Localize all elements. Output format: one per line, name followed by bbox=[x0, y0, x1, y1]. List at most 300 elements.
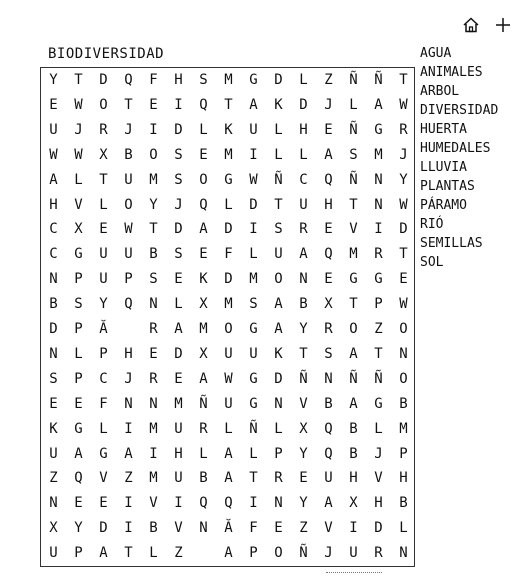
grid-cell[interactable]: Q bbox=[124, 72, 133, 88]
grid-cell[interactable]: V bbox=[149, 495, 158, 512]
grid-cell[interactable]: Ă bbox=[224, 520, 233, 537]
grid-cell[interactable]: T bbox=[274, 196, 283, 213]
grid-cell[interactable]: G bbox=[374, 271, 383, 288]
grid-cell[interactable]: T bbox=[124, 545, 133, 562]
grid-cell[interactable]: X bbox=[49, 520, 58, 537]
grid-cell[interactable]: F bbox=[224, 246, 233, 263]
grid-cell[interactable]: V bbox=[374, 470, 383, 487]
add-button[interactable] bbox=[492, 14, 514, 36]
grid-cell[interactable]: L bbox=[224, 420, 233, 437]
grid-cell[interactable]: Q bbox=[199, 495, 208, 512]
grid-cell[interactable]: Ñ bbox=[299, 545, 308, 562]
grid-cell[interactable]: M bbox=[199, 321, 208, 337]
grid-cell[interactable]: O bbox=[274, 545, 283, 562]
grid-cell[interactable]: D bbox=[274, 370, 283, 387]
grid-cell[interactable]: G bbox=[99, 445, 108, 462]
grid-cell[interactable]: T bbox=[349, 296, 358, 313]
grid-cell[interactable]: C bbox=[299, 171, 308, 188]
grid-cell[interactable]: M bbox=[224, 72, 233, 88]
grid-cell[interactable]: L bbox=[199, 445, 208, 462]
grid-cell[interactable]: E bbox=[174, 370, 183, 387]
grid-cell[interactable]: T bbox=[374, 345, 383, 362]
grid-cell[interactable]: G bbox=[74, 246, 83, 263]
grid-cell[interactable]: D bbox=[399, 221, 408, 238]
grid-cell[interactable]: D bbox=[99, 520, 108, 537]
grid-cell[interactable]: R bbox=[99, 121, 108, 138]
grid-cell[interactable]: O bbox=[274, 271, 283, 288]
grid-cell[interactable]: U bbox=[274, 246, 283, 263]
grid-cell[interactable]: E bbox=[399, 271, 408, 288]
grid-cell[interactable]: Ñ bbox=[349, 121, 358, 138]
grid-cell[interactable]: T bbox=[149, 221, 158, 238]
grid-cell[interactable]: Ñ bbox=[374, 370, 383, 387]
grid-cell[interactable]: Q bbox=[199, 196, 208, 213]
grid-cell[interactable]: U bbox=[174, 420, 183, 437]
grid-cell[interactable]: P bbox=[399, 445, 408, 462]
grid-cell[interactable]: I bbox=[349, 520, 358, 537]
grid-cell[interactable]: R bbox=[374, 545, 383, 562]
grid-cell[interactable]: D bbox=[224, 221, 233, 238]
grid-cell[interactable]: T bbox=[124, 96, 133, 113]
grid-cell[interactable]: U bbox=[324, 470, 333, 487]
grid-cell[interactable]: O bbox=[224, 321, 233, 337]
grid-cell[interactable]: N bbox=[124, 395, 133, 412]
grid-cell[interactable]: Ă bbox=[99, 321, 108, 337]
grid-cell[interactable]: B bbox=[124, 146, 133, 163]
grid-cell[interactable]: I bbox=[124, 520, 133, 537]
grid-cell[interactable]: G bbox=[374, 121, 383, 138]
grid-cell[interactable]: B bbox=[149, 246, 158, 263]
grid-cell[interactable]: U bbox=[349, 545, 358, 562]
grid-cell[interactable]: G bbox=[249, 370, 258, 387]
grid-cell[interactable]: E bbox=[149, 345, 158, 362]
grid-cell[interactable]: L bbox=[299, 146, 308, 163]
grid-cell[interactable]: C bbox=[49, 246, 58, 263]
grid-cell[interactable]: L bbox=[224, 196, 233, 213]
grid-cell[interactable]: E bbox=[199, 246, 208, 263]
grid-cell[interactable]: L bbox=[399, 520, 408, 537]
grid-cell[interactable]: G bbox=[249, 395, 258, 412]
grid-cell[interactable]: Z bbox=[49, 470, 58, 487]
grid-cell[interactable]: C bbox=[99, 370, 108, 387]
grid-cell[interactable]: X bbox=[349, 495, 358, 512]
grid-cell[interactable]: L bbox=[99, 196, 108, 213]
grid-cell[interactable]: E bbox=[274, 520, 283, 537]
grid-cell[interactable]: X bbox=[299, 420, 308, 437]
grid-cell[interactable]: T bbox=[224, 96, 233, 113]
grid-cell[interactable]: N bbox=[149, 395, 158, 412]
grid-cell[interactable]: Y bbox=[299, 495, 308, 512]
grid-cell[interactable]: V bbox=[174, 520, 183, 537]
grid-cell[interactable]: Q bbox=[324, 420, 333, 437]
grid-cell[interactable]: I bbox=[374, 221, 383, 238]
grid-cell[interactable]: A bbox=[74, 445, 83, 462]
grid-cell[interactable]: S bbox=[249, 296, 258, 313]
grid-cell[interactable]: U bbox=[49, 545, 58, 562]
grid-cell[interactable]: N bbox=[399, 545, 408, 562]
grid-cell[interactable]: B bbox=[349, 420, 358, 437]
grid-cell[interactable]: U bbox=[99, 246, 108, 263]
grid-cell[interactable]: K bbox=[274, 96, 283, 113]
grid-cell[interactable]: B bbox=[349, 445, 358, 462]
grid-cell[interactable]: J bbox=[124, 121, 133, 138]
grid-cell[interactable]: Ñ bbox=[249, 420, 258, 437]
grid-cell[interactable]: W bbox=[249, 171, 258, 188]
grid-cell[interactable]: J bbox=[399, 146, 408, 163]
grid-cell[interactable]: M bbox=[149, 470, 158, 487]
grid-cell[interactable]: Q bbox=[324, 171, 333, 188]
grid-cell[interactable]: H bbox=[324, 196, 333, 213]
grid-cell[interactable]: L bbox=[74, 171, 83, 188]
grid-cell[interactable]: Ñ bbox=[274, 171, 283, 188]
grid-cell[interactable]: B bbox=[399, 395, 408, 412]
grid-cell[interactable]: M bbox=[174, 395, 183, 412]
grid-cell[interactable]: D bbox=[99, 72, 108, 88]
grid-cell[interactable]: N bbox=[149, 296, 158, 313]
grid-cell[interactable]: C bbox=[49, 221, 58, 238]
grid-cell[interactable]: E bbox=[299, 470, 308, 487]
grid-cell[interactable]: U bbox=[224, 345, 233, 362]
grid-cell[interactable]: S bbox=[274, 221, 283, 238]
grid-cell[interactable]: L bbox=[249, 246, 258, 263]
grid-cell[interactable]: N bbox=[299, 271, 308, 288]
grid-cell[interactable]: N bbox=[399, 345, 408, 362]
grid-cell[interactable]: A bbox=[324, 146, 333, 163]
grid-cell[interactable]: W bbox=[399, 96, 408, 113]
grid-cell[interactable]: N bbox=[324, 370, 333, 387]
grid-cell[interactable]: H bbox=[49, 196, 58, 213]
grid-cell[interactable]: U bbox=[299, 196, 308, 213]
grid-cell[interactable]: A bbox=[249, 96, 258, 113]
grid-cell[interactable]: P bbox=[124, 271, 133, 288]
grid-cell[interactable]: J bbox=[374, 445, 383, 462]
grid-cell[interactable]: D bbox=[174, 345, 183, 362]
grid-cell[interactable]: Ñ bbox=[199, 395, 208, 412]
grid-cell[interactable]: M bbox=[149, 420, 158, 437]
grid-cell[interactable]: S bbox=[174, 146, 183, 163]
grid-cell[interactable]: A bbox=[199, 370, 208, 387]
grid-cell[interactable]: V bbox=[299, 395, 308, 412]
grid-cell[interactable]: L bbox=[249, 445, 258, 462]
grid-cell[interactable]: S bbox=[49, 370, 58, 387]
grid-cell[interactable]: L bbox=[299, 72, 308, 88]
grid-cell[interactable]: A bbox=[224, 545, 233, 562]
grid-cell[interactable]: J bbox=[324, 545, 333, 562]
grid-cell[interactable]: W bbox=[399, 196, 408, 213]
grid-cell[interactable]: Q bbox=[324, 445, 333, 462]
grid-cell[interactable]: G bbox=[374, 395, 383, 412]
grid-cell[interactable]: Q bbox=[224, 495, 233, 512]
grid-cell[interactable]: S bbox=[199, 72, 208, 88]
grid-cell[interactable]: I bbox=[124, 495, 133, 512]
grid-cell[interactable]: N bbox=[49, 495, 58, 512]
grid-cell[interactable]: S bbox=[174, 171, 183, 188]
grid-cell[interactable]: N bbox=[199, 520, 208, 537]
grid-cell[interactable]: D bbox=[49, 321, 58, 337]
grid-cell[interactable]: P bbox=[374, 296, 383, 313]
grid-cell[interactable]: O bbox=[149, 146, 158, 163]
grid-cell[interactable]: D bbox=[174, 121, 183, 138]
grid-cell[interactable]: P bbox=[274, 445, 283, 462]
grid-cell[interactable]: U bbox=[249, 345, 258, 362]
grid-cell[interactable]: R bbox=[299, 221, 308, 238]
grid-cell[interactable]: L bbox=[274, 121, 283, 138]
grid-cell[interactable]: B bbox=[199, 470, 208, 487]
grid-cell[interactable]: L bbox=[149, 545, 158, 562]
grid-cell[interactable]: W bbox=[399, 296, 408, 313]
grid-cell[interactable]: P bbox=[249, 545, 258, 562]
grid-cell[interactable]: T bbox=[399, 72, 408, 88]
grid-cell[interactable]: R bbox=[324, 321, 333, 337]
grid-cell[interactable]: N bbox=[49, 345, 58, 362]
grid-cell[interactable]: N bbox=[274, 395, 283, 412]
grid-cell[interactable]: R bbox=[199, 420, 208, 437]
grid-cell[interactable]: M bbox=[399, 420, 408, 437]
grid-cell[interactable]: A bbox=[174, 321, 183, 337]
grid-cell[interactable]: K bbox=[49, 420, 58, 437]
grid-cell[interactable]: T bbox=[99, 171, 108, 188]
grid-cell[interactable]: M bbox=[249, 271, 258, 288]
grid-cell[interactable]: S bbox=[174, 246, 183, 263]
grid-cell[interactable]: U bbox=[124, 246, 133, 263]
grid-cell[interactable]: A bbox=[274, 321, 283, 337]
grid-cell[interactable]: N bbox=[374, 196, 383, 213]
grid-cell[interactable]: Q bbox=[324, 246, 333, 263]
grid-cell[interactable]: Y bbox=[299, 445, 308, 462]
grid-cell[interactable]: G bbox=[249, 321, 258, 337]
grid-cell[interactable]: I bbox=[149, 445, 158, 462]
grid-cell[interactable]: Z bbox=[124, 470, 133, 487]
grid-cell[interactable]: G bbox=[224, 171, 233, 188]
grid-cell[interactable]: S bbox=[324, 345, 333, 362]
grid-cell[interactable]: F bbox=[99, 395, 108, 412]
grid-cell[interactable]: K bbox=[274, 345, 283, 362]
grid-cell[interactable]: Y bbox=[74, 520, 83, 537]
grid-cell[interactable]: J bbox=[74, 121, 83, 138]
grid-cell[interactable]: O bbox=[199, 171, 208, 188]
grid-cell[interactable]: J bbox=[174, 196, 183, 213]
grid-cell[interactable]: R bbox=[149, 370, 158, 387]
grid-cell[interactable]: A bbox=[349, 345, 358, 362]
grid-cell[interactable]: H bbox=[374, 495, 383, 512]
grid-cell[interactable]: A bbox=[274, 296, 283, 313]
grid-cell[interactable]: W bbox=[74, 146, 83, 163]
grid-cell[interactable]: Ñ bbox=[349, 72, 358, 88]
grid-cell[interactable]: D bbox=[274, 72, 283, 88]
grid-cell[interactable]: D bbox=[249, 196, 258, 213]
grid-cell[interactable]: H bbox=[299, 121, 308, 138]
grid-cell[interactable]: E bbox=[74, 395, 83, 412]
grid-cell[interactable]: O bbox=[399, 370, 408, 387]
grid-cell[interactable]: A bbox=[349, 395, 358, 412]
grid-cell[interactable]: B bbox=[324, 395, 333, 412]
grid-cell[interactable]: D bbox=[224, 271, 233, 288]
grid-cell[interactable]: H bbox=[174, 445, 183, 462]
grid-cell[interactable]: P bbox=[74, 321, 83, 337]
grid-cell[interactable]: O bbox=[399, 321, 408, 337]
grid-cell[interactable]: A bbox=[49, 171, 58, 188]
grid-cell[interactable]: A bbox=[374, 96, 383, 113]
grid-cell[interactable]: K bbox=[224, 121, 233, 138]
grid-cell[interactable]: K bbox=[199, 271, 208, 288]
grid-cell[interactable]: N bbox=[374, 171, 383, 188]
grid-cell[interactable]: D bbox=[299, 96, 308, 113]
grid-cell[interactable]: W bbox=[49, 146, 58, 163]
grid-cell[interactable]: I bbox=[249, 495, 258, 512]
grid-cell[interactable]: V bbox=[349, 221, 358, 238]
grid-cell[interactable]: S bbox=[349, 146, 358, 163]
grid-cell[interactable]: A bbox=[99, 545, 108, 562]
grid-cell[interactable]: L bbox=[274, 146, 283, 163]
grid-cell[interactable]: U bbox=[174, 470, 183, 487]
grid-cell[interactable]: A bbox=[124, 445, 133, 462]
grid-cell[interactable]: H bbox=[399, 470, 408, 487]
grid-cell[interactable]: Q bbox=[199, 96, 208, 113]
grid-cell[interactable]: L bbox=[374, 420, 383, 437]
grid-cell[interactable]: M bbox=[149, 171, 158, 188]
grid-cell[interactable]: E bbox=[99, 495, 108, 512]
grid-cell[interactable]: E bbox=[174, 271, 183, 288]
grid-cell[interactable]: S bbox=[149, 271, 158, 288]
grid-cell[interactable]: U bbox=[249, 121, 258, 138]
grid-cell[interactable]: E bbox=[199, 146, 208, 163]
grid-cell[interactable]: L bbox=[274, 420, 283, 437]
grid-cell[interactable]: V bbox=[324, 520, 333, 537]
grid-cell[interactable]: H bbox=[124, 345, 133, 362]
grid-cell[interactable]: A bbox=[199, 221, 208, 238]
grid-cell[interactable]: N bbox=[49, 271, 58, 288]
grid-cell[interactable]: P bbox=[74, 370, 83, 387]
grid-cell[interactable]: M bbox=[374, 146, 383, 163]
grid-cell[interactable]: R bbox=[374, 246, 383, 263]
grid-cell[interactable]: R bbox=[399, 121, 408, 138]
grid-cell[interactable]: X bbox=[324, 296, 333, 313]
grid-cell[interactable]: E bbox=[324, 121, 333, 138]
grid-cell[interactable]: R bbox=[149, 321, 158, 337]
grid-cell[interactable]: Q bbox=[74, 470, 83, 487]
grid-cell[interactable]: B bbox=[49, 296, 58, 313]
grid-cell[interactable]: E bbox=[49, 96, 58, 113]
grid-cell[interactable]: A bbox=[324, 495, 333, 512]
grid-cell[interactable]: J bbox=[124, 370, 133, 387]
grid-cell[interactable]: U bbox=[124, 171, 133, 188]
grid-cell[interactable]: W bbox=[224, 370, 233, 387]
grid-cell[interactable]: X bbox=[74, 221, 83, 238]
grid-cell[interactable]: A bbox=[224, 445, 233, 462]
grid-cell[interactable]: U bbox=[99, 271, 108, 288]
grid-cell[interactable]: E bbox=[74, 495, 83, 512]
grid-cell[interactable]: N bbox=[274, 495, 283, 512]
grid-cell[interactable]: T bbox=[399, 246, 408, 263]
grid-cell[interactable]: B bbox=[399, 495, 408, 512]
grid-cell[interactable]: U bbox=[49, 445, 58, 462]
grid-cell[interactable]: O bbox=[124, 196, 133, 213]
grid-cell[interactable]: Ñ bbox=[349, 171, 358, 188]
grid-cell[interactable]: M bbox=[224, 296, 233, 313]
grid-cell[interactable]: B bbox=[299, 296, 308, 313]
grid-cell[interactable]: G bbox=[74, 420, 83, 437]
grid-cell[interactable]: L bbox=[174, 296, 183, 313]
grid-cell[interactable]: T bbox=[349, 196, 358, 213]
grid-cell[interactable]: O bbox=[99, 96, 108, 113]
grid-cell[interactable]: P bbox=[74, 545, 83, 562]
home-button[interactable] bbox=[460, 14, 482, 36]
grid-cell[interactable]: F bbox=[149, 72, 158, 88]
grid-cell[interactable]: Y bbox=[399, 171, 408, 188]
grid-cell[interactable]: F bbox=[249, 520, 258, 537]
grid-cell[interactable]: B bbox=[149, 520, 158, 537]
grid-cell[interactable]: Z bbox=[174, 545, 183, 562]
grid-cell[interactable]: Q bbox=[124, 296, 133, 313]
grid-cell[interactable]: A bbox=[299, 246, 308, 263]
grid-cell[interactable]: T bbox=[74, 72, 83, 88]
grid-cell[interactable]: X bbox=[99, 146, 108, 163]
grid-cell[interactable]: I bbox=[124, 420, 133, 437]
grid-cell[interactable]: I bbox=[249, 221, 258, 238]
grid-cell[interactable]: P bbox=[74, 271, 83, 288]
grid-cell[interactable]: Z bbox=[299, 520, 308, 537]
grid-cell[interactable]: P bbox=[99, 345, 108, 362]
grid-cell[interactable]: I bbox=[174, 96, 183, 113]
grid-cell[interactable]: L bbox=[99, 420, 108, 437]
grid-cell[interactable]: J bbox=[324, 96, 333, 113]
grid-cell[interactable]: U bbox=[224, 395, 233, 412]
grid-cell[interactable]: S bbox=[74, 296, 83, 313]
grid-cell[interactable]: I bbox=[174, 495, 183, 512]
grid-cell[interactable]: Y bbox=[299, 321, 308, 337]
grid-cell[interactable]: U bbox=[49, 121, 58, 138]
grid-cell[interactable]: E bbox=[149, 96, 158, 113]
grid-cell[interactable]: M bbox=[224, 146, 233, 163]
grid-cell[interactable]: X bbox=[199, 296, 208, 313]
grid-cell[interactable]: T bbox=[249, 470, 258, 487]
grid-cell[interactable]: O bbox=[349, 321, 358, 337]
grid-cell[interactable]: E bbox=[99, 221, 108, 238]
grid-cell[interactable]: Z bbox=[374, 321, 383, 337]
grid-cell[interactable]: W bbox=[74, 96, 83, 113]
grid-cell[interactable]: H bbox=[174, 72, 183, 88]
grid-cell[interactable]: E bbox=[49, 395, 58, 412]
grid-cell[interactable]: D bbox=[374, 520, 383, 537]
grid-cell[interactable]: A bbox=[224, 470, 233, 487]
grid-cell[interactable]: I bbox=[249, 146, 258, 163]
grid-cell[interactable]: G bbox=[249, 72, 258, 88]
grid-cell[interactable]: V bbox=[99, 470, 108, 487]
grid-cell[interactable]: L bbox=[349, 96, 358, 113]
grid-cell[interactable]: D bbox=[174, 221, 183, 238]
grid-cell[interactable]: R bbox=[274, 470, 283, 487]
grid-cell[interactable]: X bbox=[199, 345, 208, 362]
grid-cell[interactable]: H bbox=[349, 470, 358, 487]
grid-cell[interactable]: E bbox=[324, 221, 333, 238]
grid-cell[interactable]: I bbox=[149, 121, 158, 138]
grid-cell[interactable]: M bbox=[349, 246, 358, 263]
grid-cell[interactable]: Z bbox=[324, 72, 333, 88]
grid-cell[interactable]: Y bbox=[99, 296, 108, 313]
grid-cell[interactable]: Ñ bbox=[299, 370, 308, 387]
grid-cell[interactable]: Y bbox=[49, 72, 58, 88]
grid-cell[interactable]: L bbox=[199, 121, 208, 138]
grid-cell[interactable]: T bbox=[299, 345, 308, 362]
grid-cell[interactable]: G bbox=[349, 271, 358, 288]
grid-cell[interactable]: W bbox=[124, 221, 133, 238]
grid-cell[interactable]: E bbox=[324, 271, 333, 288]
grid-cell[interactable]: L bbox=[74, 345, 83, 362]
grid-cell[interactable]: Ñ bbox=[349, 370, 358, 387]
grid-cell[interactable]: Y bbox=[149, 196, 158, 213]
grid-cell[interactable]: Ñ bbox=[374, 72, 383, 88]
grid-cell[interactable]: V bbox=[74, 196, 83, 213]
